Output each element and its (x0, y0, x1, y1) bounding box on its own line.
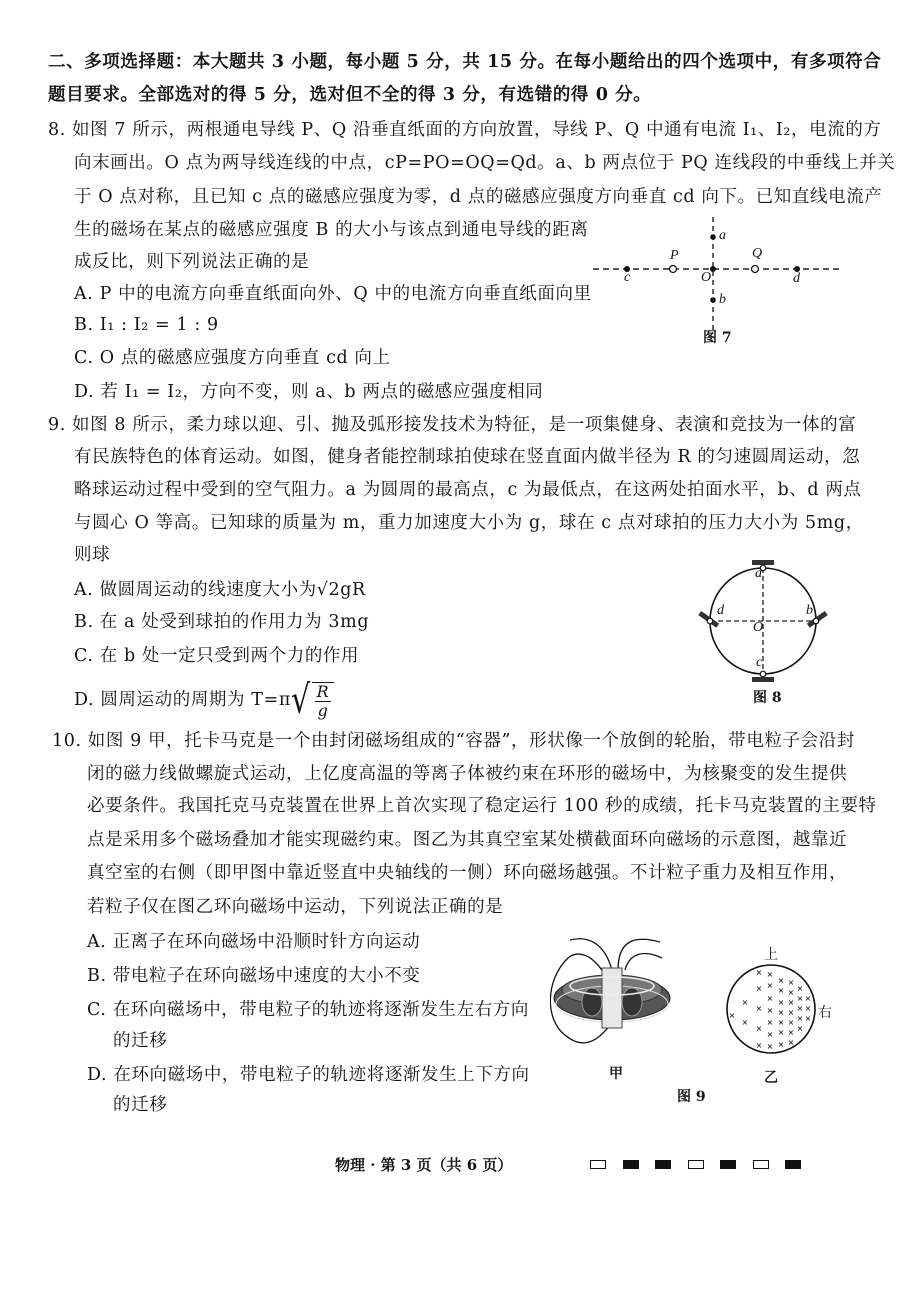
question-text: 10. 如图 9 甲，托卡马克是一个由封闭磁场组成的“容器”，形状像一个放倒的轮胎，带电粒子会沿封 (52, 731, 855, 751)
option-b: B. I₁ : I₂ = 1 : 9 (74, 315, 219, 335)
question-text: 有民族特色的体育运动。如图，健身者能控制球拍使球在竖直面内做半径为 R 的匀速圆周运动，忽 (74, 447, 861, 467)
question-text: 生的磁场在某点的磁感应强度 B 的大小与该点到通电导线的距离 (74, 220, 589, 240)
label-b: b (719, 292, 726, 307)
registration-mark (688, 1160, 704, 1169)
section-instructions-line2: 题目要求。全部选对的得 5 分，选对但不全的得 3 分，有选错的得 0 分。 (48, 85, 652, 105)
field-cross-mark: × (766, 1030, 774, 1039)
option-c-cont: 的迁移 (113, 1031, 168, 1051)
section-instructions-line1: 二、多项选择题：本大题共 3 小题，每小题 5 分，共 15 分。在每小题给出的四个选项中，有多项符合 (48, 52, 882, 72)
field-cross-mark: × (777, 998, 785, 1007)
field-cross-mark: × (755, 1004, 763, 1013)
field-cross-mark: × (787, 998, 795, 1007)
option-a: A. 做圆周运动的线速度大小为√2gR (74, 580, 366, 600)
field-cross-mark: × (777, 1008, 785, 1017)
point-b (710, 297, 716, 303)
figure-7-caption: 图 7 (703, 330, 732, 346)
field-cross-mark: × (777, 1018, 785, 1027)
field-cross-mark: × (796, 1004, 804, 1013)
field-cross-mark: × (766, 1042, 774, 1051)
question-text: 则球 (74, 545, 111, 565)
wire-q (752, 266, 759, 273)
question-text: 9. 如图 8 所示，柔力球以迎、引、抛及弧形接发技术为特征，是一项集健身、表演和竞技为一体的富 (48, 415, 857, 435)
option-c: C. O 点的磁感应强度方向垂直 cd 向上 (74, 348, 391, 368)
field-cross-mark: × (796, 1014, 804, 1023)
racket-top (752, 560, 774, 565)
label-o: O (753, 620, 764, 635)
label-c: c (756, 655, 763, 670)
field-cross-mark: × (755, 1024, 763, 1033)
option-d (74, 677, 334, 723)
field-cross-mark: × (787, 1008, 795, 1017)
question-text: 真空室的右侧（即甲图中靠近竖直中央轴线的一侧）环向磁场越强。不计粒子重力及相互作用， (87, 863, 848, 883)
question-text: 向末画出。O 点为两导线连线的中点，cP=PO=OQ=Qd。a、b 两点位于 PQ 连线段的中垂线上并关 (74, 153, 896, 173)
figure-9-caption: 图 9 (677, 1089, 706, 1105)
field-cross-mark: × (796, 1024, 804, 1033)
sqrt-sign: √ (290, 677, 311, 723)
registration-mark (753, 1160, 769, 1169)
label-o: O (701, 270, 712, 285)
field-cross-mark: × (777, 976, 785, 985)
field-cross-mark: × (787, 1028, 795, 1037)
label-yi: 乙 (764, 1070, 778, 1086)
question-text: 必要条件。我国托克马克装置在世界上首次实现了稳定运行 100 秒的成绩，托卡马克装置的主要特 (87, 796, 877, 816)
option-d-text: D. 圆周运动的周期为 T=π (74, 690, 291, 710)
question-text: 于 O 点对称，且已知 c 点的磁感应强度为零，d 点的磁感应强度方向垂直 cd 向下。已知直线电流产 (74, 187, 883, 207)
fraction (312, 682, 335, 720)
option-d-cont: 的迁移 (113, 1095, 168, 1115)
ball-c (760, 671, 766, 677)
option-a: A. P 中的电流方向垂直纸面向外、Q 中的电流方向垂直纸面向里 (74, 284, 592, 304)
field-cross-mark: × (804, 1014, 812, 1023)
question-text: 略球运动过程中受到的空气阻力。a 为圆周的最高点，c 为最低点，在这两处拍面水平，b、d 两点 (74, 480, 862, 500)
field-cross-mark: × (787, 988, 795, 997)
field-cross-mark: × (796, 984, 804, 993)
field-cross-mark: × (804, 1004, 812, 1013)
question-text: 若粒子仅在图乙环向磁场中运动，下列说法正确的是 (87, 897, 504, 917)
question-text: 与圆心 O 等高。已知球的质量为 m，重力加速度大小为 g，球在 c 点对球拍的压力大小为 5mg， (74, 513, 864, 533)
option-d: D. 在环向磁场中，带电粒子的轨迹将逐渐发生上下方向 (87, 1065, 530, 1085)
field-cross-mark: × (777, 1040, 785, 1049)
field-cross-mark: × (787, 1018, 795, 1027)
option-a: A. 正离子在环向磁场中沿顺时针方向运动 (87, 932, 421, 952)
numerator: R (316, 681, 330, 701)
label-a: a (719, 228, 726, 243)
denominator: g (317, 700, 329, 720)
racket-bottom (752, 677, 774, 682)
option-c: C. 在环向磁场中，带电粒子的轨迹将逐渐发生左右方向 (87, 1000, 529, 1020)
label-a: a (755, 566, 762, 581)
field-cross-mark: × (741, 1018, 749, 1027)
field-cross-mark: × (755, 968, 763, 977)
field-cross-mark: × (796, 994, 804, 1003)
point-a (710, 234, 716, 240)
option-d: D. 若 I₁ = I₂，方向不变，则 a、b 两点的磁感应强度相同 (74, 382, 544, 402)
ball-b (813, 618, 819, 624)
figure-8-diagram (690, 555, 840, 685)
label-p: P (670, 248, 679, 263)
registration-mark (590, 1160, 606, 1169)
field-cross-mark: × (766, 981, 774, 990)
question-text: 点是采用多个磁场叠加才能实现磁约束。图乙为其真空室某处横截面环向磁场的示意图，越靠近 (87, 830, 848, 850)
field-cross-mark: × (766, 994, 774, 1003)
field-cross-mark: × (777, 1028, 785, 1037)
question-text: 成反比，则下列说法正确的是 (74, 252, 310, 272)
label-jia: 甲 (609, 1066, 623, 1082)
field-cross-mark: × (728, 1011, 736, 1020)
option-b: B. 在 a 处受到球拍的作用力为 3mg (74, 612, 370, 632)
option-b: B. 带电粒子在环向磁场中速度的大小不变 (87, 966, 421, 986)
registration-mark (623, 1160, 639, 1169)
field-cross-mark: × (777, 986, 785, 995)
registration-mark (785, 1160, 801, 1169)
label-b: b (806, 603, 813, 618)
figure-9-tokamak-diagram (550, 930, 690, 1060)
question-text: 闭的磁力线做螺旋式运动，上亿度高温的等离子体被约束在环形的磁场中，为核聚变的发生提供 (87, 764, 848, 784)
label-top: 上 (764, 947, 778, 963)
option-c: C. 在 b 处一定只受到两个力的作用 (74, 646, 360, 666)
wire-p (670, 266, 677, 273)
figure-9-cross-section (720, 960, 820, 1060)
label-d: d (793, 271, 800, 286)
field-cross-mark: × (741, 998, 749, 1007)
ball-d (707, 618, 713, 624)
registration-mark (655, 1160, 671, 1169)
label-d: d (717, 603, 724, 618)
label-c: c (624, 270, 631, 285)
label-right: 右 (818, 1005, 832, 1021)
field-cross-mark: × (766, 970, 774, 979)
field-cross-mark: × (766, 1018, 774, 1027)
question-text: 8. 如图 7 所示，两根通电导线 P、Q 沿垂直纸面的方向放置，导线 P、Q 中通有电流 I₁、I₂，电流的方 (48, 120, 882, 140)
field-cross-mark: × (766, 1006, 774, 1015)
figure-8-caption: 图 8 (753, 690, 782, 706)
field-cross-mark: × (755, 1041, 763, 1050)
registration-mark (720, 1160, 736, 1169)
field-cross-mark: × (787, 1038, 795, 1047)
field-cross-mark: × (755, 984, 763, 993)
field-cross-mark: × (787, 978, 795, 987)
field-cross-mark: × (804, 994, 812, 1003)
label-q: Q (752, 246, 763, 261)
page-footer: 物理 · 第 3 页（共 6 页） (335, 1156, 513, 1174)
